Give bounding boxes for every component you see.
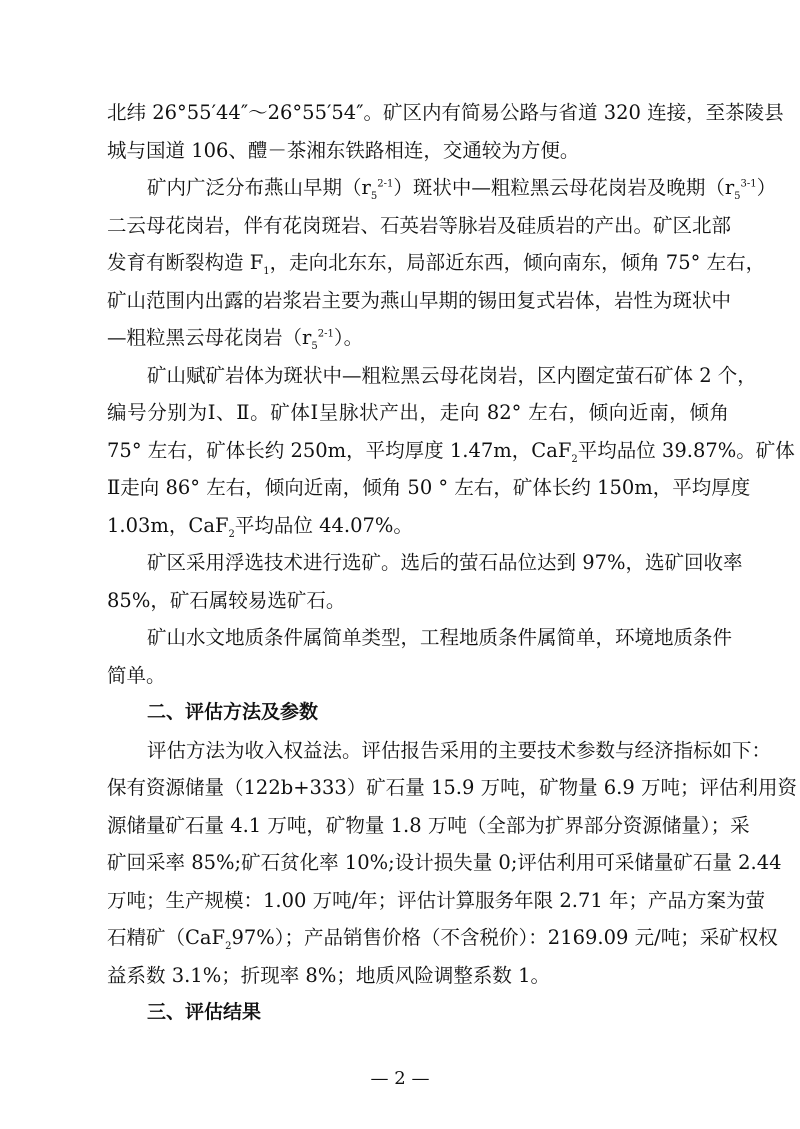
text-line (107, 844, 782, 882)
text-line (107, 469, 751, 507)
subscript: 2 (228, 528, 235, 540)
text-line (107, 732, 772, 770)
text-run: 万吨；生产规模：1.00 万吨/年；评估计算服务年限 2.71 年；产品方案为萤 (107, 888, 766, 912)
superscript: 2-1 (317, 328, 334, 340)
text-run: 编号分别为Ⅰ、Ⅱ。矿体Ⅰ呈脉状产出，走向 82° 左右，倾向近南，倾角 (107, 401, 729, 424)
text-line (107, 507, 729, 545)
text-run: 源储量矿石量 4.1 万吨，矿物量 1.8 万吨（全部为扩界部分资源储量）；采 (107, 813, 750, 837)
text-run: 三、评估结果 (147, 1001, 262, 1023)
text-run: 矿区采用浮选技术进行选矿。选后的萤石品位达到 97%，选矿回收率 (147, 551, 743, 574)
text-line (107, 244, 766, 282)
text-run: 矿山范围内出露的岩浆岩主要为燕山早期的锡田复式岩体，岩性为斑状中 (107, 288, 732, 312)
text-line (107, 319, 729, 357)
text-run: 北纬 26°55′44″～26°55′54″。矿区内有简易公路与省道 320 连接，至茶陵县 (107, 101, 784, 124)
text-run: ） (756, 176, 777, 199)
text-line (107, 919, 778, 957)
text-line (107, 132, 729, 170)
document-body (107, 94, 797, 1032)
text-run: 85%，矿石属较易选矿石。 (107, 588, 346, 612)
subscript: 5 (370, 190, 378, 202)
superscript: 3-1 (740, 178, 757, 190)
text-line (107, 957, 729, 995)
subscript: 2 (571, 453, 578, 465)
subscript: 1 (263, 265, 270, 277)
text-run: 97%）；产品销售价格（不含税价）：2169.09 元/吨；采矿权权 (231, 926, 778, 949)
subscript: 5 (734, 190, 741, 202)
section-heading (107, 994, 729, 1032)
text-run: —粗粒黑云母花岗岩（r (107, 326, 312, 349)
text-line (107, 282, 732, 320)
text-run: ）斑状中—粗粒黑云母花岗岩及晚期（r (393, 176, 735, 199)
text-run: ，走向北东东，局部近东西，倾向南东，倾角 75° 左右， (269, 251, 766, 274)
text-run: 石精矿（CaF (107, 926, 226, 949)
text-run: 平均品位 44.07%。 (234, 513, 413, 537)
text-line (107, 207, 732, 245)
text-run: 75° 左右，矿体长约 250m，平均厚度 1.47m，CaF (107, 438, 572, 462)
section-heading (107, 694, 729, 732)
text-line (107, 394, 729, 432)
text-run: 城与国道 106、醴－茶湘东铁路相连，交通较为方便。 (107, 138, 580, 162)
text-run: ）。 (333, 326, 364, 349)
subscript: 5 (311, 340, 318, 352)
text-run: 矿山赋矿岩体为斑状中—粗粒黑云母花岗岩，区内圈定萤石矿体 2 个， (147, 363, 757, 387)
text-run: 矿回采率 85%;矿石贫化率 10%;设计损失量 0;评估利用可采储量矿石量 2.44 (107, 851, 782, 874)
text-run: 简单。 (107, 663, 166, 687)
text-line (107, 807, 750, 845)
text-run: 矿山水文地质条件属简单类型，工程地质条件属简单，环境地质条件 (147, 626, 733, 649)
text-run: Ⅱ走向 86° 左右，倾向近南，倾角 50 ° 左右，矿体长约 150m，平均厚度 (107, 476, 751, 499)
text-run: 平均品位 39.87%。矿体 (577, 438, 795, 462)
text-run: 益系数 3.1%；折现率 8%；地质风险调整系数 1。 (107, 963, 550, 987)
text-run: 二云母花岗岩，伴有花岗斑岩、石英岩等脉岩及硅质岩的产出。矿区北部 (107, 213, 732, 237)
text-run: 发育有断裂构造 F (107, 251, 264, 274)
text-run: 保有资源储量（122b+333）矿石量 15.9 万吨，矿物量 6.9 万吨；评估利用资 (107, 776, 797, 799)
text-line (107, 619, 733, 657)
text-run: 二、评估方法及参数 (147, 701, 319, 723)
text-run: 1.03m，CaF (107, 513, 229, 537)
text-line (107, 169, 777, 207)
subscript: 2 (225, 940, 232, 952)
text-line (107, 94, 784, 132)
text-line (107, 769, 797, 807)
text-run: 矿内广泛分布燕山早期（r (147, 176, 371, 199)
text-run: 评估方法为收入权益法。评估报告采用的主要技术参数与经济指标如下： (147, 738, 772, 762)
text-line (107, 432, 795, 470)
text-line (107, 657, 729, 695)
text-line (107, 544, 743, 582)
superscript: 2-1 (377, 178, 394, 190)
text-line (107, 882, 766, 920)
text-line (107, 357, 757, 395)
page-number: — 2 — (370, 1068, 430, 1089)
text-line (107, 582, 729, 620)
